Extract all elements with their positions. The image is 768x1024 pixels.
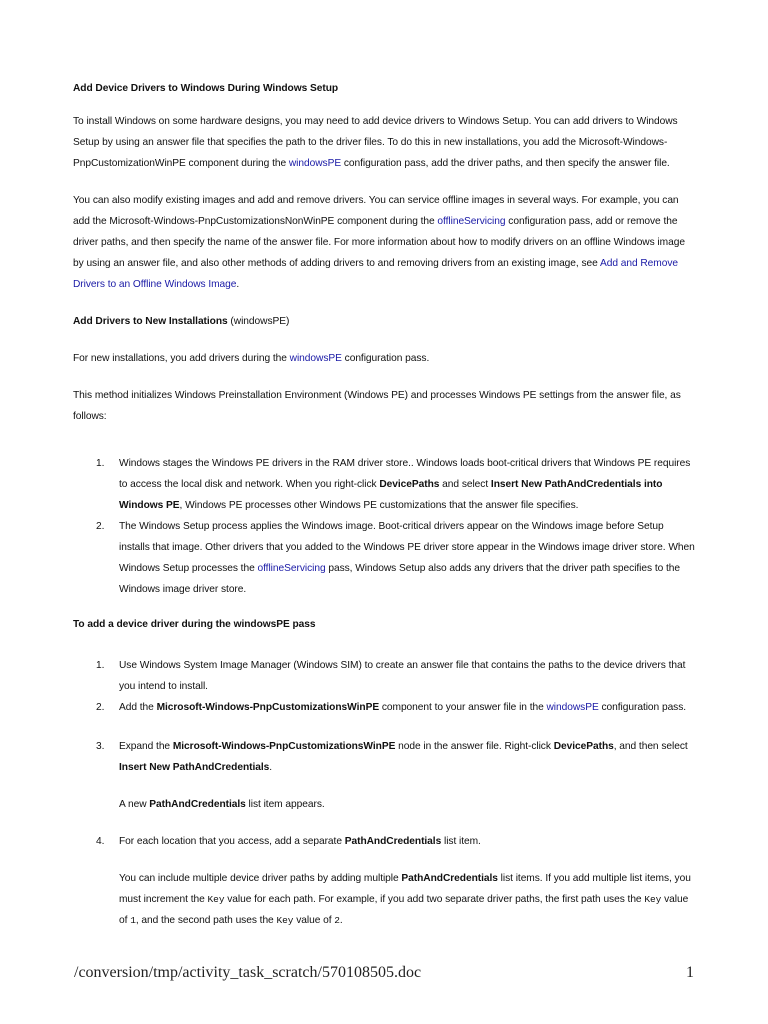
- intro-text-1: To install Windows on some hardware designs, you may need to add device drivers to Windows Setup. You can add drivers to Windows Setup by using an answer file that specifies the path to the driver files. To do this in new installations, you add the Microsoft-Windows-PnpCustomizationWinPE component during the: [73, 116, 678, 169]
- step-bold: Microsoft-Windows-PnpCustomizationsWinPE: [156, 702, 380, 713]
- document-body: [73, 78, 695, 947]
- footer-file-path: /conversion/tmp/activity_task_scratch/570108505.doc: [74, 964, 422, 981]
- step-text: , and then select: [613, 741, 688, 752]
- add-remove-drivers-link[interactable]: Add and Remove Drivers to an Offline Windows Image: [73, 258, 678, 290]
- offline-text-1: You can also modify existing images and add and remove drivers. You can service offline images in several ways. For example, you can add the Microsoft-Windows-PnpCustomizationsNonWinPE component during the: [73, 195, 679, 227]
- step-text: .: [269, 762, 273, 773]
- step-text: configuration pass.: [598, 702, 687, 713]
- intro-paragraph: [73, 111, 695, 174]
- list-number: 2.: [96, 521, 105, 532]
- offline-paragraph: [73, 190, 695, 295]
- page-number: 1: [686, 964, 694, 981]
- step-text: For each location that you access, add a separate: [119, 836, 345, 847]
- windowspe-link-1[interactable]: windowsPE: [288, 158, 342, 169]
- note-text: .: [339, 915, 343, 926]
- list-number: 1.: [96, 458, 105, 469]
- list-number: 1.: [96, 660, 105, 671]
- note-text: value for each path. For example, if you add two separate driver paths, the first path uses the: [224, 894, 645, 905]
- step-text: list item.: [441, 836, 481, 847]
- list-item: [73, 697, 695, 718]
- code-key: Key: [644, 894, 662, 905]
- step-bold: Insert New PathAndCredentials into Windows PE: [119, 479, 663, 511]
- list-item: [73, 655, 695, 697]
- note-bold: PathAndCredentials: [401, 873, 498, 884]
- step-text: pass, Windows Setup also adds any drivers that the driver path specifies to the Windows image driver store.: [119, 563, 681, 595]
- step-text: node in the answer file. Right-click: [395, 741, 554, 752]
- note-text: A new: [119, 799, 150, 810]
- list-item: [73, 453, 695, 516]
- list-number: 4.: [96, 836, 105, 847]
- new-install-text-2: configuration pass.: [341, 353, 430, 364]
- step-bold: Microsoft-Windows-PnpCustomizationsWinPE: [172, 741, 396, 752]
- step-text: Expand the: [119, 741, 173, 752]
- offline-text-3: .: [236, 279, 240, 290]
- windowspe-link-2[interactable]: windowsPE: [289, 353, 342, 364]
- step-bold: DevicePaths: [553, 741, 614, 752]
- code-key: Key: [276, 915, 294, 926]
- procedure-steps-list-continued: [73, 831, 695, 852]
- code-value: 1: [130, 915, 136, 926]
- list-number: 2.: [96, 702, 105, 713]
- note-text: list items. If you add multiple list items, you must increment the: [119, 873, 691, 905]
- section-heading-rest: (windowsPE): [227, 316, 290, 327]
- code-key: Key: [207, 894, 225, 905]
- procedure-steps-list: [73, 655, 695, 778]
- step-text: Add the: [119, 702, 157, 713]
- new-install-text-1: For new installations, you add drivers during the: [73, 353, 290, 364]
- step-4-note: [73, 868, 695, 931]
- list-item: [73, 831, 695, 852]
- list-item: [73, 516, 695, 600]
- section-heading-bold: Add Drivers to New Installations: [73, 316, 228, 327]
- step-3-note: [73, 794, 695, 815]
- offline-text-2: configuration pass, add or remove the driver paths, and then specify the name of the answer file. For more information about how to modify drivers on an offline Windows image by using an answer file, and also other methods of adding drivers to and removing drivers from an existing image, see: [73, 216, 685, 269]
- step-bold: DevicePaths: [379, 479, 440, 490]
- offlineservicing-link-1[interactable]: offlineServicing: [437, 216, 506, 227]
- step-text: component to your answer file in the: [379, 702, 547, 713]
- step-text: and select: [439, 479, 491, 490]
- section-heading-new-installations: [73, 311, 695, 332]
- list-number: 3.: [96, 741, 105, 752]
- note-text: You can include multiple device driver paths by adding multiple: [119, 873, 402, 884]
- step-text: Use Windows System Image Manager (Windows SIM) to create an answer file that contains the paths to the device drivers that you intend to install.: [119, 660, 686, 692]
- method-paragraph: This method initializes Windows Preinstallation Environment (Windows PE) and processes Windows PE settings from the answer file, as follows:: [73, 390, 681, 422]
- note-bold: PathAndCredentials: [149, 799, 246, 810]
- code-value: 2: [334, 915, 340, 926]
- note-text: value of: [119, 894, 689, 926]
- page-title: Add Device Drivers to Windows During Windows Setup: [73, 83, 339, 94]
- step-text: The Windows Setup process applies the Windows image. Boot-critical drivers appear on the Windows image before Setup installs that image. Other drivers that you added to the Windows PE driver store appear in the Windows image driver store. When Windows Setup processes the: [119, 521, 695, 574]
- note-text: list item appears.: [245, 799, 325, 810]
- offlineservicing-link-2[interactable]: offlineServicing: [257, 563, 326, 574]
- step-bold: Insert New PathAndCredentials: [119, 762, 270, 773]
- windowspe-link-3[interactable]: windowsPE: [546, 702, 599, 713]
- list-item: [73, 736, 695, 778]
- new-install-paragraph: [73, 348, 695, 369]
- step-text: , Windows PE processes other Windows PE customizations that the answer file specifies.: [179, 500, 579, 511]
- step-bold: PathAndCredentials: [344, 836, 442, 847]
- note-text: , and the second path uses the: [135, 915, 277, 926]
- note-text: value of: [293, 915, 335, 926]
- intro-text-2: configuration pass, add the driver paths, and then specify the answer file.: [341, 158, 670, 169]
- process-steps-list: [73, 453, 695, 600]
- procedure-heading: To add a device driver during the windowsPE pass: [73, 619, 316, 630]
- step-text: Windows stages the Windows PE drivers in the RAM driver store.. Windows loads boot-critical drivers that Windows PE requires to access the local disk and network. When you right-click: [119, 458, 691, 490]
